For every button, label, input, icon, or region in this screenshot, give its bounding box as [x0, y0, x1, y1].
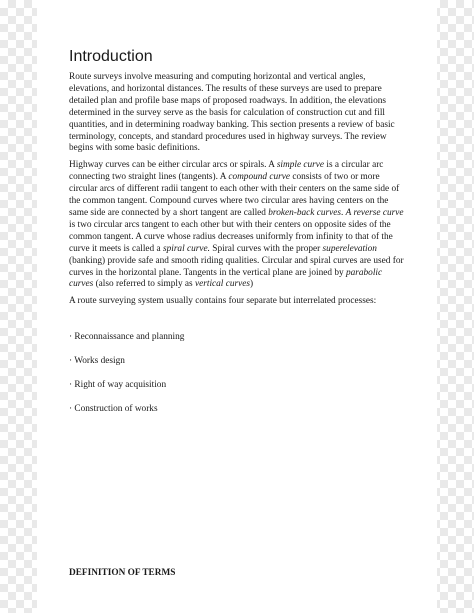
- curves-paragraph: [69, 160, 407, 291]
- processes-paragraph: [69, 296, 407, 308]
- text-run: Highway curves can be either circular arcs or spirals. A: [69, 160, 277, 171]
- page-title: Introduction: [69, 48, 153, 65]
- text-run: (banking) provide safe and smooth riding qualities. Circular and spiral curves are used for curves in the horizontal plane. Tangents in the vertical plane are joined by: [69, 255, 404, 278]
- list-item: · Right of way acquisition: [69, 380, 167, 391]
- italic-term: broken-back curves: [268, 207, 341, 218]
- text-run: is two circular arcs tangent to each other but with their centers on opposite sides of the common tangent. A curve whose radius decreases uniformly from infinity to that of the curve it meets is called a: [69, 219, 393, 254]
- document-content: [69, 47, 407, 428]
- italic-term: simple curve: [276, 160, 325, 171]
- italic-term: spiral curve.: [162, 243, 210, 254]
- list-item: · Construction of works: [69, 403, 158, 414]
- text-run: A route surveying system usually contains four separate but interrelated processes:: [69, 296, 377, 307]
- text-run: consists of two or more circular arcs of different radii tangent to each other with their centers on the same side of the common tangent. Compound curves where two circular ares having centers on the same side are connected by a short tangent are called: [69, 172, 400, 218]
- text-run: ): [249, 279, 254, 290]
- text-run: .: [341, 207, 346, 218]
- italic-term: superelevation: [322, 243, 377, 254]
- text-run: Spiral curves with the proper: [209, 243, 323, 254]
- text-run: is a circular arc connecting two straight lines (tangents). A: [69, 160, 384, 183]
- italic-term: compound curve: [228, 172, 291, 183]
- list-item: · Reconnaissance and planning: [69, 332, 185, 343]
- text-run: (also referred to simply as: [93, 279, 195, 290]
- list-item: · Works design: [69, 356, 125, 367]
- intro-paragraph: [69, 72, 407, 155]
- italic-term: parabolic curves: [69, 267, 383, 290]
- text-run: Route surveys involve measuring and computing horizontal and vertical angles, elevations, and horizontal distances. The results of these surveys are used to prepare detailed plan and profile base maps of proposed roadways. In addition, the elevations determined in the survey serve as the basis for calculation of construction cut and fill quantities, and in determining roadway banking. This section presents a review of basic terminology, concepts, and standard procedures used in highway surveys. The review begins with some basic definitions.: [69, 72, 395, 154]
- italic-term: vertical curves: [194, 279, 250, 290]
- italic-term: A reverse curve: [345, 207, 404, 218]
- section-heading: DEFINITION OF TERMS: [69, 568, 176, 578]
- process-list: [69, 332, 407, 416]
- document-page: [37, 0, 437, 613]
